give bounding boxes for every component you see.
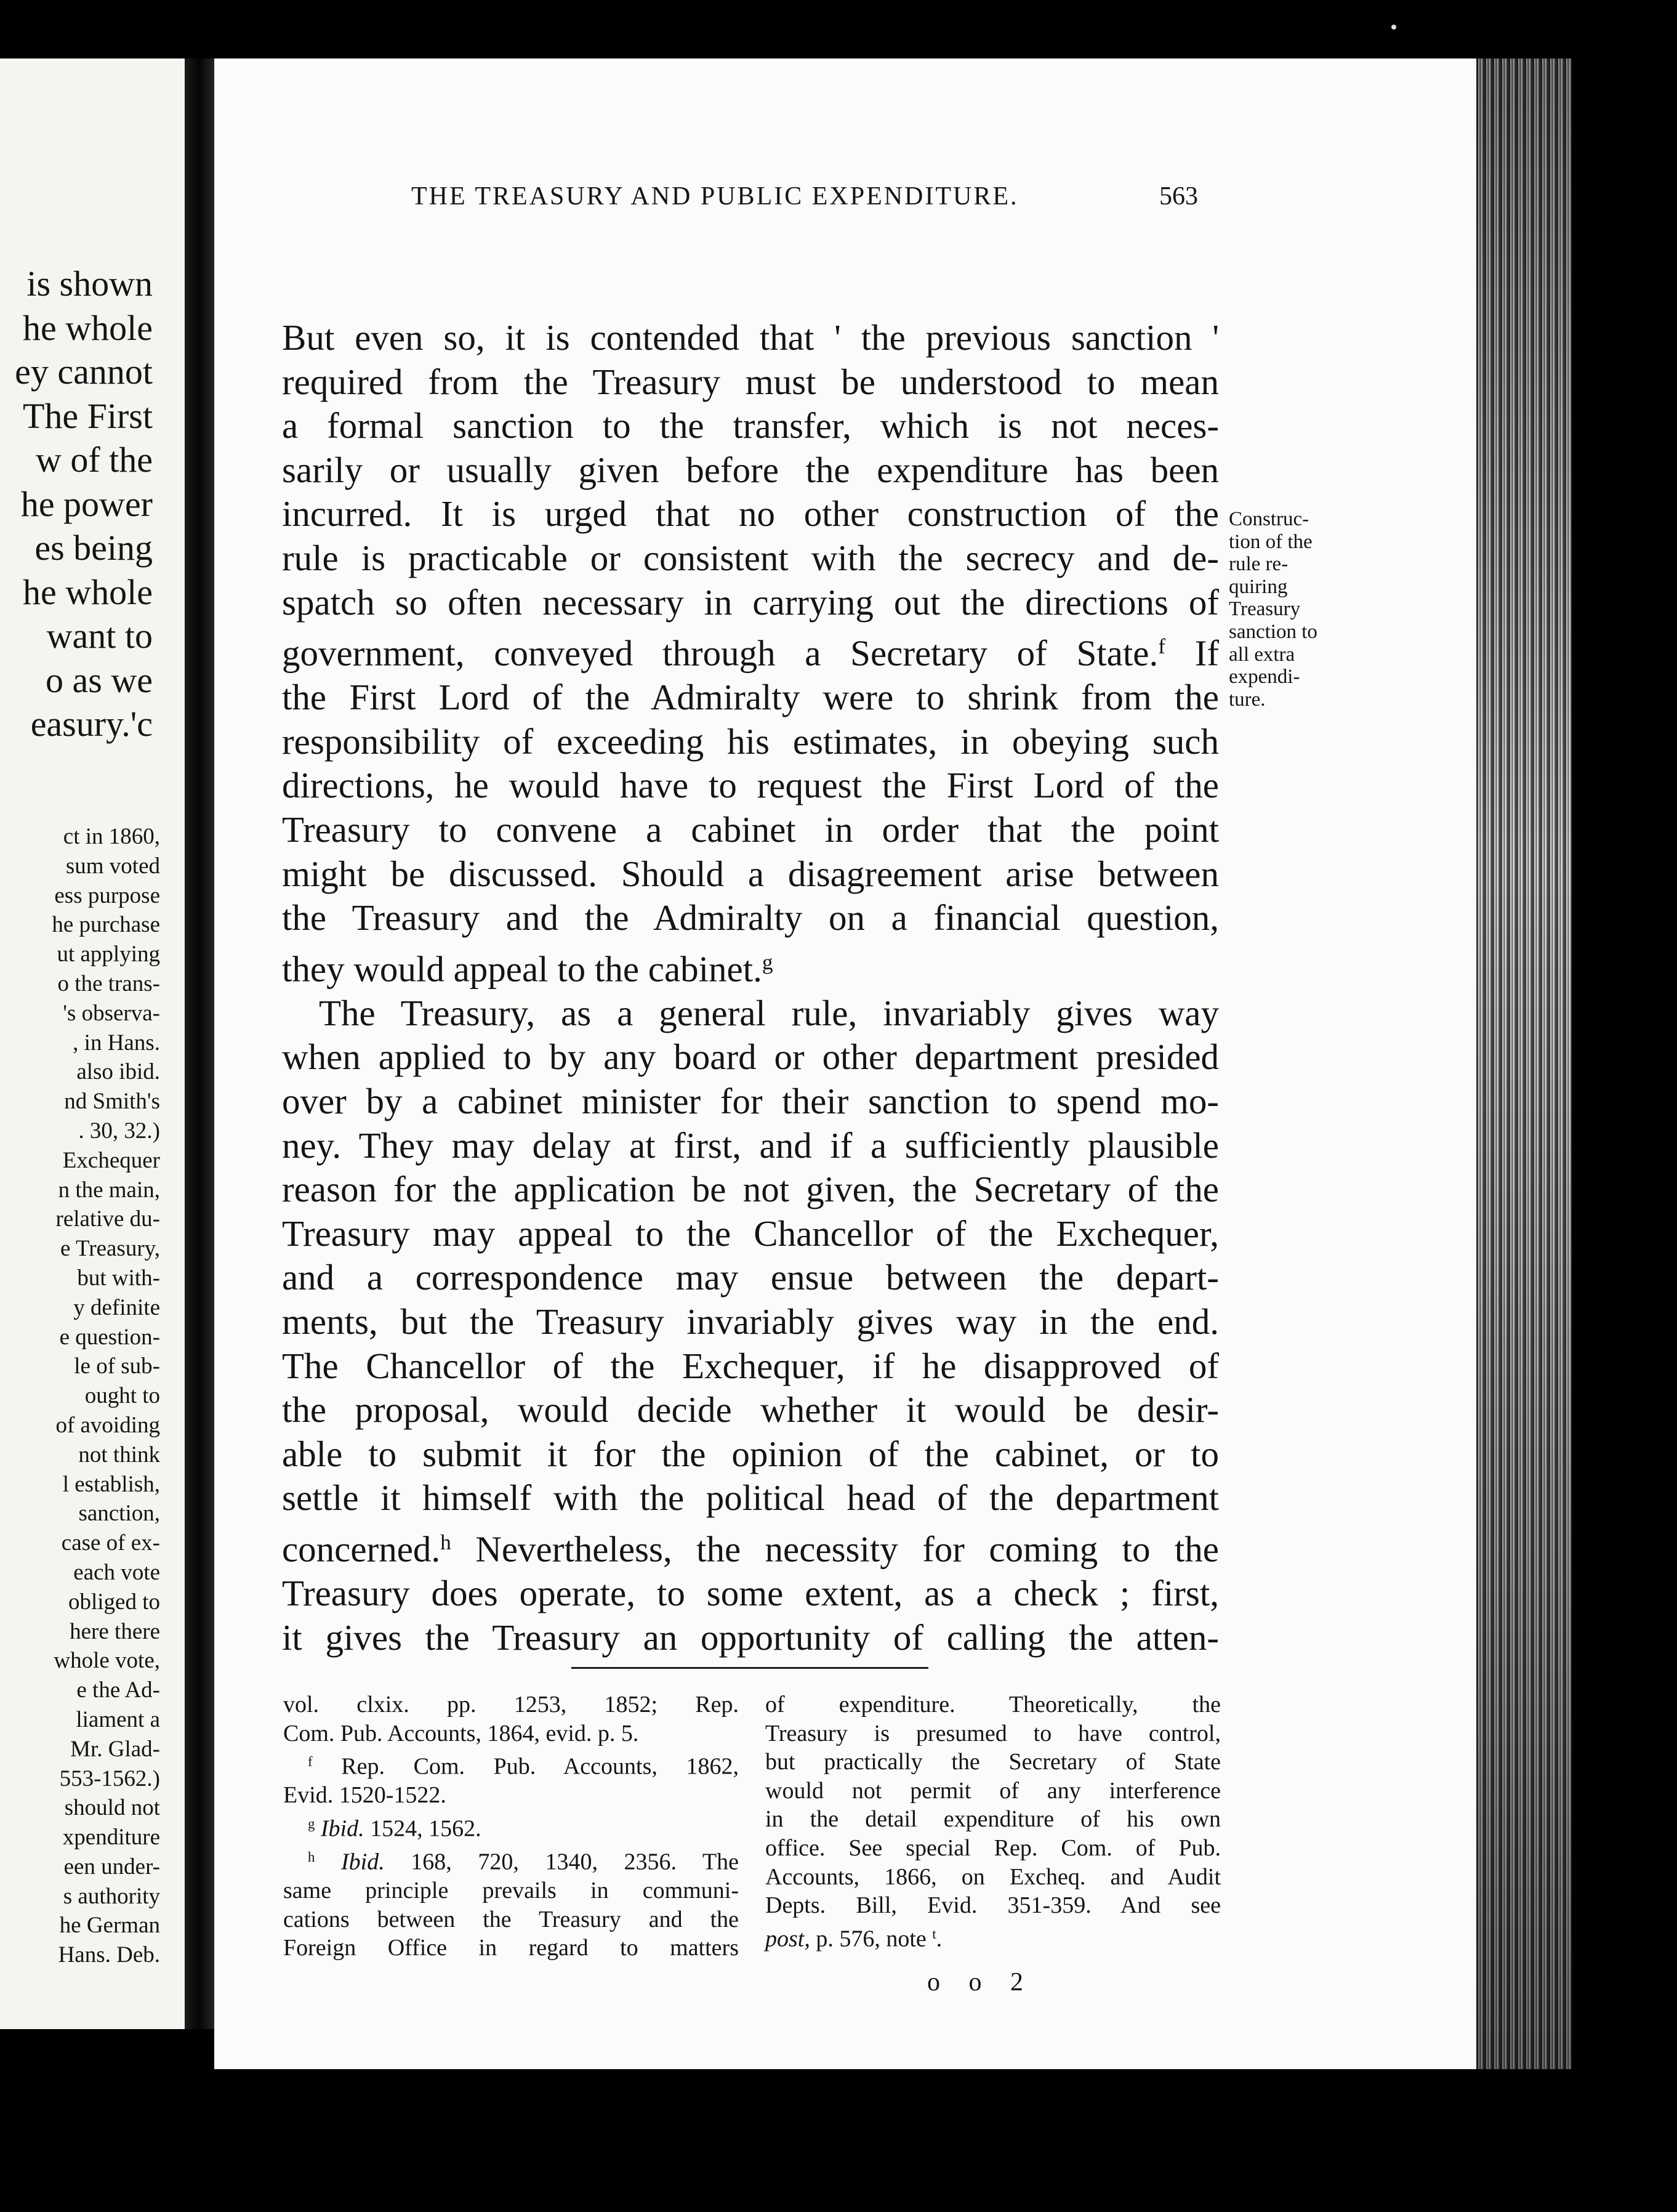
left-note-line: he purchase — [52, 912, 160, 938]
body-line — [282, 940, 1219, 991]
left-line: he power — [20, 483, 153, 524]
footnote-line: office. See special Rep. Com. of Pub. — [765, 1835, 1221, 1861]
left-note-line: e question- — [59, 1324, 160, 1350]
footnote-rule — [571, 1667, 928, 1669]
left-note-line: Mr. Glad- — [70, 1736, 160, 1762]
body-line: and a correspondence may ensue between the depart- — [282, 1257, 1219, 1298]
left-note-line: y definite — [73, 1294, 160, 1320]
running-title: THE TREASURY AND PUBLIC EXPENDITURE. — [411, 182, 1019, 211]
left-page-text — [0, 262, 153, 746]
body-line: But even so, it is contended that ' the previous sanction ' — [282, 317, 1219, 358]
left-line: he whole — [23, 307, 153, 348]
footnote-line: Foreign Office in regard to matters — [283, 1935, 739, 1961]
left-note-line: n the main, — [58, 1177, 160, 1203]
sidenote-line: expendi- — [1229, 666, 1300, 688]
left-note-line: o the trans- — [57, 971, 160, 996]
body-line: the Treasury and the Admiralty on a financial question, — [282, 897, 1219, 938]
footnotes-right-column — [765, 1690, 1221, 1953]
footnote-text: 1524, 1562. — [370, 1815, 481, 1842]
footnote-line: same principle prevails in communi- — [283, 1878, 739, 1904]
footnote-line: Accounts, 1866, on Excheq. and Audit — [765, 1863, 1221, 1890]
ibid-label: Ibid. — [320, 1815, 364, 1842]
left-note-line: obliged to — [68, 1589, 160, 1615]
footnote-marker-g: g — [308, 1815, 315, 1831]
footnote-line: Depts. Bill, Evid. 351-359. And see — [765, 1892, 1221, 1919]
sidenote-line: quiring — [1229, 575, 1288, 598]
footnote-line: Treasury is presumed to have control, — [765, 1720, 1221, 1746]
body-line: responsibility of exceeding his estimates, in obeying such — [282, 721, 1219, 762]
body-line: able to submit it for the opinion of the cabinet, or to — [282, 1433, 1219, 1474]
sidenote-line: tion of the — [1229, 530, 1313, 553]
body-line: incurred. It is urged that no other construction of the — [282, 493, 1219, 535]
left-note-line: een under- — [63, 1854, 160, 1879]
left-note-line: of avoiding — [55, 1412, 160, 1438]
footnote-marker-h: h — [308, 1849, 315, 1865]
body-line: ments, but the Treasury invariably gives way in the end. — [282, 1301, 1219, 1342]
ibid-label: Ibid. — [340, 1849, 385, 1875]
body-text — [282, 316, 1219, 1660]
footnote-ref-h: h — [440, 1529, 451, 1554]
left-note-line: he German — [59, 1913, 160, 1939]
left-note-line: xpenditure — [62, 1825, 160, 1851]
left-note-line: le of sub- — [74, 1354, 160, 1379]
book-page-edges — [1476, 59, 1572, 2069]
left-note-line: sum voted — [65, 853, 160, 879]
left-note-line: 553-1562.) — [59, 1766, 160, 1791]
body-line-text: concerned. — [282, 1528, 441, 1570]
footnote-ref-f: f — [1158, 634, 1165, 659]
left-note-line: . 30, 32.) — [78, 1118, 160, 1144]
scan-speck — [1391, 25, 1396, 30]
footnote-line — [283, 1810, 739, 1843]
left-note-line: sanction, — [78, 1501, 160, 1527]
body-line: sarily or usually given before the expenditure has been — [282, 449, 1219, 490]
body-line: might be discussed. Should a disagreement arise between — [282, 853, 1219, 894]
left-line: o as we — [46, 660, 153, 700]
left-note-line: , in Hans. — [73, 1030, 160, 1056]
left-note-line: not think — [78, 1442, 160, 1467]
body-line — [282, 1520, 1219, 1572]
body-line-text: government, conveyed through a Secretary of State. — [282, 632, 1159, 674]
footnote-line: vol. clxix. pp. 1253, 1852; Rep. — [283, 1692, 739, 1718]
left-page-notes — [0, 822, 160, 1970]
left-note-line: should not — [64, 1795, 160, 1821]
footnote-ref-g: g — [762, 949, 773, 974]
body-line: reason for the application be not given, the Secretary of the — [282, 1169, 1219, 1210]
footnote-line: Com. Pub. Accounts, 1864, evid. p. 5. — [283, 1720, 639, 1746]
footnote-text: 168, 720, 1340, 2356. The — [411, 1849, 739, 1875]
left-line: is shown — [26, 264, 153, 304]
body-line: it gives the Treasury an opportunity of calling the atten- — [282, 1617, 1219, 1658]
left-line: w of the — [35, 440, 153, 480]
body-line: the First Lord of the Admiralty were to shrink from the — [282, 677, 1219, 718]
page-number: 563 — [1159, 182, 1198, 211]
body-line: over by a cabinet minister for their sanction to spend mo- — [282, 1081, 1219, 1122]
left-note-line: liament a — [76, 1706, 160, 1732]
sidenote-line: all extra — [1229, 643, 1295, 666]
body-line — [282, 624, 1219, 676]
body-line-tail: Nevertheless, the necessity for coming to the — [475, 1528, 1219, 1570]
footnote-line: would not permit of any interference — [765, 1777, 1221, 1804]
left-note-line: case of ex- — [61, 1530, 160, 1556]
running-head — [214, 182, 1476, 225]
sidenote-line: sanction to — [1229, 620, 1317, 643]
left-note-line: 's observa- — [63, 1000, 160, 1026]
body-line: Treasury may appeal to the Chancellor of the Exchequer, — [282, 1213, 1219, 1254]
left-line: he whole — [23, 571, 153, 612]
left-note-line: nd Smith's — [64, 1089, 160, 1115]
margin-sidenote — [1229, 508, 1370, 711]
footnote-line: cations between the Treasury and the — [283, 1906, 739, 1932]
body-line: The Chancellor of the Exchequer, if he disapproved of — [282, 1345, 1219, 1386]
page-edge-shade — [1476, 59, 1572, 2069]
footnotes-left-column — [283, 1690, 739, 1963]
left-note-line: l establish, — [62, 1471, 160, 1497]
left-line: easury.'c — [30, 704, 153, 744]
sidenote-line: ture. — [1229, 688, 1266, 711]
body-line: spatch so often necessary in carrying out the directions of — [282, 581, 1219, 623]
left-note-line: ut applying — [57, 942, 160, 967]
left-note-line: e Treasury, — [60, 1236, 160, 1262]
body-line: ney. They may delay at first, and if a sufficiently plausible — [282, 1124, 1219, 1166]
left-note-line: each vote — [73, 1559, 160, 1585]
left-line: ey cannot — [15, 352, 153, 392]
left-line: want to — [46, 616, 153, 656]
left-note-line: Hans. Deb. — [58, 1942, 160, 1968]
left-note-line: but with- — [77, 1265, 160, 1291]
sidenote-line: Treasury — [1229, 598, 1301, 621]
footnote-line — [283, 1748, 739, 1781]
book-gutter — [185, 59, 214, 2029]
footnote-line: of expenditure. Theoretically, the — [765, 1692, 1221, 1718]
left-note-line: e the Ad- — [76, 1677, 160, 1703]
footnote-line — [283, 1843, 739, 1876]
body-line: required from the Treasury must be understood to mean — [282, 361, 1219, 402]
sidenote-line: Construc- — [1229, 508, 1309, 530]
footnote-marker-f: f — [308, 1754, 313, 1770]
left-note-line: Exchequer — [62, 1147, 160, 1173]
footnote-line: Evid. 1520-1522. — [283, 1782, 446, 1809]
left-note-line: ess purpose — [54, 882, 160, 908]
body-line: a formal sanction to the transfer, which is not neces- — [282, 405, 1219, 446]
body-line: rule is practicable or consistent with the secrecy and de- — [282, 537, 1219, 578]
body-line: Treasury to convene a cabinet in order that the point — [282, 809, 1219, 850]
left-facing-page — [0, 59, 185, 2029]
left-note-line: also ibid. — [76, 1059, 160, 1085]
left-note-line: here there — [70, 1618, 160, 1644]
sidenote-line: rule re- — [1229, 553, 1289, 576]
footnote-line — [765, 1920, 1221, 1953]
left-line: The First — [22, 395, 153, 436]
footnote-end: . — [936, 1926, 943, 1952]
footnote-line: in the detail expenditure of his own — [765, 1806, 1221, 1833]
left-note-line: whole vote, — [54, 1648, 160, 1674]
body-line: Treasury does operate, to some extent, as a check ; first, — [282, 1573, 1219, 1614]
post-label: post, — [765, 1926, 810, 1952]
left-note-line: relative du- — [55, 1206, 160, 1232]
book-page — [214, 59, 1476, 2069]
left-line: es being — [34, 528, 153, 568]
body-line: when applied to by any board or other department presided — [282, 1036, 1219, 1078]
body-line-tail: If — [1194, 632, 1220, 674]
left-note-line: ct in 1860, — [63, 824, 160, 849]
footnote-text: p. 576, note — [816, 1926, 927, 1952]
body-line-text: they would appeal to the cabinet. — [282, 948, 762, 990]
footnote-marker-t: t — [932, 1926, 936, 1942]
body-line: directions, he would have to request the First Lord of the — [282, 765, 1219, 806]
footnote-text: Rep. Com. Pub. Accounts, 1862, — [341, 1753, 739, 1780]
body-line: settle it himself with the political head of the department — [282, 1477, 1219, 1519]
signature-mark: o o 2 — [927, 1968, 1034, 1996]
footnote-line: but practically the Secretary of State — [765, 1749, 1221, 1775]
body-line: the proposal, would decide whether it would be desir- — [282, 1389, 1219, 1431]
left-note-line: s authority — [63, 1883, 160, 1909]
left-note-line: ought to — [84, 1383, 160, 1409]
body-line: The Treasury, as a general rule, invariably gives way — [319, 992, 1219, 1033]
